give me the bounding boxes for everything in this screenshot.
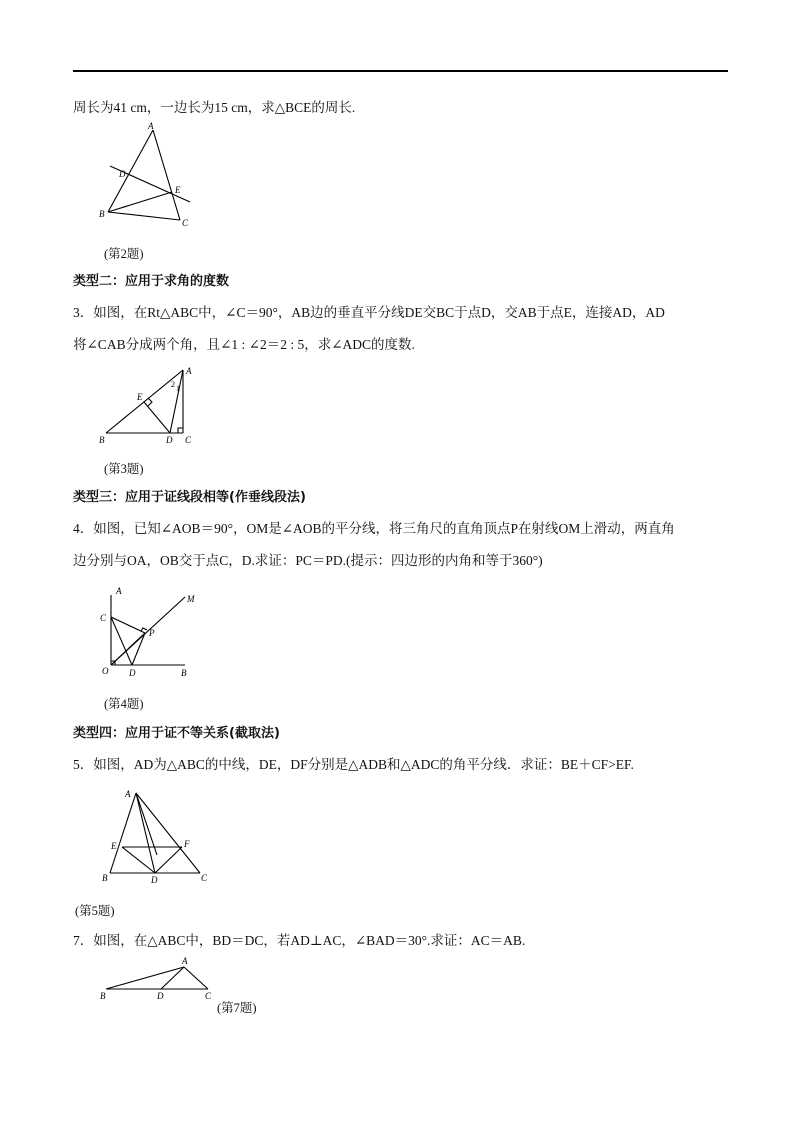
fig7-label-b: B <box>100 991 106 1001</box>
problem-7-line-1: 7．如图，在△ABC中，BD＝DC，若AD⊥AC，∠BAD＝30°.求证：AC＝AB. <box>73 933 526 948</box>
problem-3-line-1: 3．如图，在Rt△ABC中，∠C＝90°，AB边的垂直平分线DE交BC于点D，交AB于点E，连接AD，AD <box>73 305 665 320</box>
fig4-label-b: B <box>181 668 187 678</box>
problem-4-line-2: 边分别与OA，OB交于点C，D.求证：PC＝PD.(提示：四边形的内角和等于360°) <box>73 553 543 568</box>
figure-4-caption: (第4题) <box>104 697 144 711</box>
fig2-label-a: A <box>148 121 154 131</box>
fig5-label-f: F <box>184 839 190 849</box>
fig7-label-a: A <box>182 956 188 966</box>
header-rule <box>73 70 728 72</box>
problem-2-text-end: 周长为41 cm，一边长为15 cm，求△BCE的周长. <box>73 100 356 115</box>
fig3-angle-2: 2 <box>171 380 175 389</box>
figure-7 <box>98 955 218 1005</box>
type-2-heading: 类型二：应用于求角的度数 <box>73 274 230 289</box>
type-3-heading: 类型三：应用于证线段相等(作垂线段法) <box>73 490 306 505</box>
fig2-label-c: C <box>182 218 189 228</box>
problem-5-line-1: 5．如图，AD为△ABC的中线，DE，DF分别是△ADB和△ADC的角平分线．求证：BE＋CF>EF. <box>73 757 634 772</box>
figure-7-caption: (第7题) <box>217 1001 257 1015</box>
fig3-label-a: A <box>186 366 192 376</box>
fig4-label-m: M <box>187 594 195 604</box>
figure-2-caption: (第2题) <box>104 247 144 261</box>
figure-5 <box>102 785 212 885</box>
problem-3-line-2: 将∠CAB分成两个角，且∠1 : ∠2＝2 : 5，求∠ADC的度数. <box>73 337 415 352</box>
type-4-heading: 类型四：应用于证不等关系(截取法) <box>73 726 280 741</box>
problem-4-line-1: 4．如图，已知∠AOB＝90°，OM是∠AOB的平分线，将三角尺的直角顶点P在射线OM上滑动，两直角 <box>73 521 675 536</box>
figure-3 <box>98 365 203 445</box>
fig3-label-d: D <box>166 435 173 445</box>
figure-4 <box>97 585 207 680</box>
fig5-label-e: E <box>111 841 117 851</box>
fig3-label-e: E <box>137 392 143 402</box>
fig3-label-b: B <box>99 435 105 445</box>
figure-5-caption: (第5题) <box>75 904 115 918</box>
fig7-label-c: C <box>205 991 212 1001</box>
fig4-label-c: C <box>100 613 107 623</box>
fig2-label-e: E <box>175 185 181 195</box>
fig4-label-p: P <box>149 628 155 638</box>
fig4-label-o: O <box>102 666 109 676</box>
fig5-label-d: D <box>151 875 158 885</box>
fig3-label-c: C <box>185 435 192 445</box>
fig5-label-b: B <box>102 873 108 883</box>
fig3-angle-1: 1 <box>176 384 180 393</box>
fig5-label-a: A <box>125 789 131 799</box>
fig5-label-c: C <box>201 873 208 883</box>
fig4-label-d: D <box>129 668 136 678</box>
fig2-label-b: B <box>99 209 105 219</box>
fig2-label-d: D <box>119 169 126 179</box>
fig4-label-a: A <box>116 586 122 596</box>
fig7-label-d: D <box>157 991 164 1001</box>
figure-2 <box>100 122 200 227</box>
figure-3-caption: (第3题) <box>104 462 144 476</box>
